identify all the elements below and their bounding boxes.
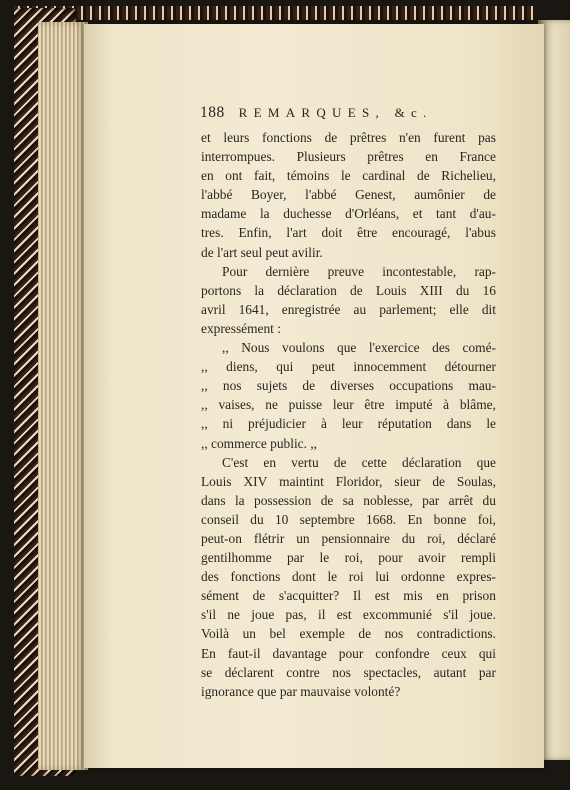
- quote-line: ,, commerce public. ,,: [201, 435, 318, 451]
- running-head: REMARQUES, &c.: [238, 105, 433, 120]
- text-line: conseil du 10 septembre 1668. En bonne foi,: [201, 511, 496, 527]
- text-line: interrompues. Plusieurs prêtres en France: [201, 149, 496, 165]
- text-line: l'abbé Boyer, l'abbé Genest, aumônier de: [201, 187, 496, 203]
- text-line: En faut-il davantage pour confondre ceux qui: [201, 645, 496, 661]
- text-line: Louis XIV maintint Floridor, sieur de Soulas,: [201, 473, 496, 489]
- page-edges: [38, 22, 88, 770]
- quote-line: ,, ni préjudicier à leur réputation dans le: [201, 416, 496, 432]
- text-line: madame la duchesse d'Orléans, et tant d'au-: [201, 206, 496, 222]
- text-line: Voilà un bel exemple de nos contradictions.: [201, 626, 496, 642]
- text-line: en ont fait, témoins le cardinal de Richelieu,: [201, 168, 496, 184]
- binding-top-edge: [14, 6, 534, 20]
- quote-line: ,, vaises, ne puisse leur être imputé à blâme,: [201, 397, 496, 413]
- quote-line: ,, Nous voulons que l'exercice des comé-: [222, 340, 496, 356]
- text-line: Pour dernière preuve incontestable, rap-: [222, 263, 496, 279]
- text-line: portons la déclaration de Louis XIII du 16: [201, 282, 496, 298]
- text-line: gentilhomme par le roi, pour avoir rempli: [201, 550, 496, 566]
- text-line: peut-on flétrir un pensionnaire du roi, déclaré: [201, 530, 496, 546]
- text-line: tres. Enfin, l'art doit être encouragé, l'abus: [201, 225, 496, 241]
- text-line: s'il ne joue pas, il est excommunié s'il joue.: [201, 607, 496, 623]
- text-line: ignorance que par mauvaise volonté?: [201, 683, 401, 699]
- text-line: se déclarent contre nos spectacles, autant par: [201, 664, 496, 680]
- text-line: des fonctions dont le roi lui ordonne expres-: [201, 569, 496, 585]
- text-line: sément de s'acquitter? Il est mis en prison: [201, 588, 496, 604]
- quote-line: ,, diens, qui peut innocemment détourner: [201, 359, 496, 375]
- text-line: expressément :: [201, 320, 281, 336]
- body-text: [201, 128, 496, 701]
- quote-line: ,, nos sujets de diverses occupations mau-: [201, 378, 496, 394]
- page-number: 188: [200, 104, 225, 121]
- text-line: C'est en vertu de cette déclaration que: [222, 454, 496, 470]
- text-line: et leurs fonctions de prêtres n'en furent pas: [201, 130, 496, 145]
- page-header: [200, 104, 433, 122]
- text-line: dans la possession de sa noblesse, par arrêt du: [201, 492, 496, 508]
- text-line: avril 1641, enregistrée au parlement; elle dit: [201, 301, 496, 317]
- text-line: de l'art seul peut avilir.: [201, 244, 323, 260]
